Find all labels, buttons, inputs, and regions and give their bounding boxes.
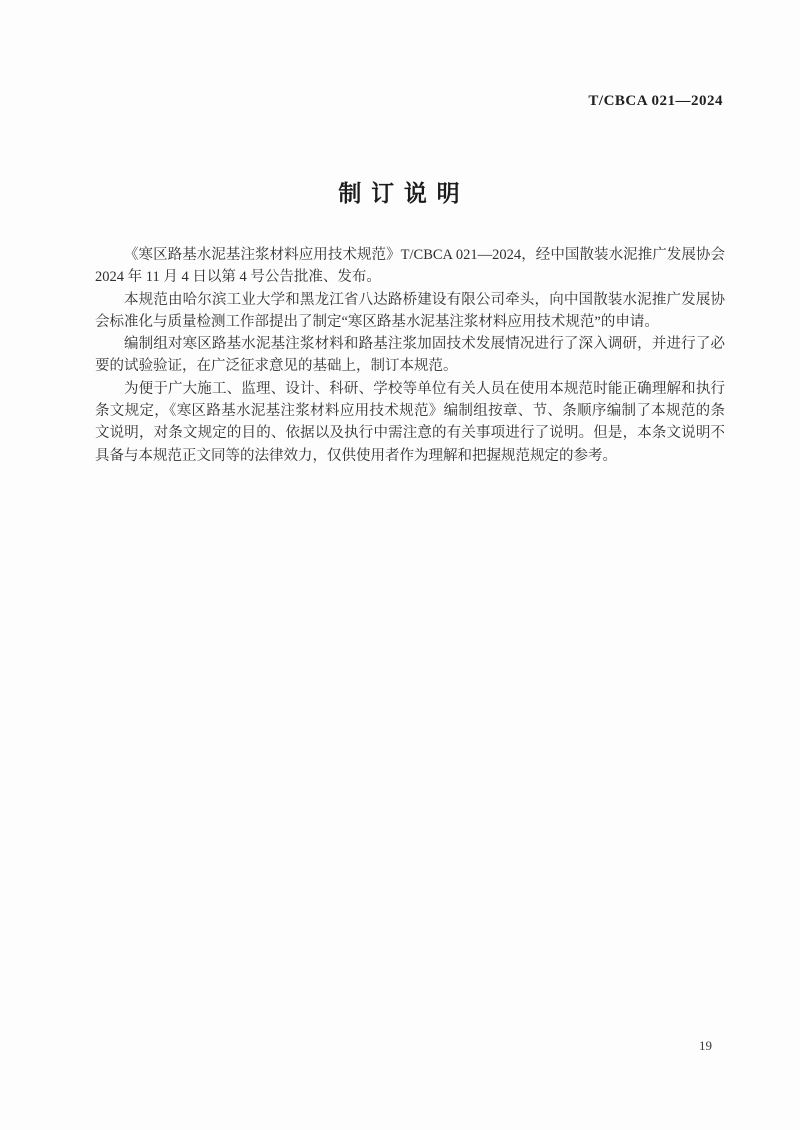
page-title: 制 订 说 明 <box>338 181 462 206</box>
page-number: 19 <box>699 1038 712 1053</box>
body-text <box>95 244 725 467</box>
paragraph-application: 本规范由哈尔滨工业大学和黑龙江省八达路桥建设有限公司牵头，向中国散装水泥推广发展协会标准化与质量检测工作部提出了制定“寒区路基水泥基注浆材料应用技术规范”的申请。 <box>95 291 725 330</box>
paragraph-research: 编制组对寒区路基水泥基注浆材料和路基注浆加固技术发展情况进行了深入调研，并进行了必要的试验验证，在广泛征求意见的基础上，制订本规范。 <box>95 336 725 375</box>
document-code: T/CBCA 021—2024 <box>588 93 723 109</box>
paragraph-purpose: 为便于广大施工、监理、设计、科研、学校等单位有关人员在使用本规范时能正确理解和执行条文规定，《寒区路基水泥基注浆材料应用技术规范》编制组按章、节、条顺序编制了本规范的条文说明，对条文规定的目的、依据以及执行中需注意的有关事项进行了说明。但是，本条文说明不具备与本规范正文同等的法律效力，仅供使用者作为理解和把握规范规定的参考。 <box>95 380 725 464</box>
paragraph-approval: 《寒区路基水泥基注浆材料应用技术规范》T/CBCA 021—2024，经中国散装水泥推广发展协会 2024 年 11 月 4 日以第 4 号公告批准、发布。 <box>95 247 725 286</box>
